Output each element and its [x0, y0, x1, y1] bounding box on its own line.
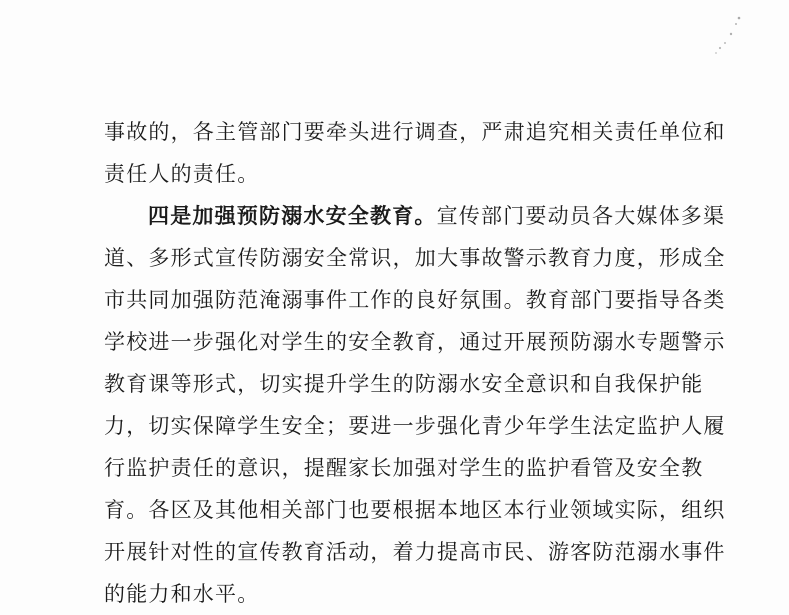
paragraph-2-line-8: 育。各区及其他相关部门也要根据本地区本行业领域实际，组织 [104, 498, 726, 522]
section-heading: 四是加强预防溺水安全教育。 [148, 203, 437, 228]
paragraph-1-line-2: 责任人的责任。 [104, 162, 260, 186]
paragraph-2-line-7: 行监护责任的意识，提醒家长加强对学生的监护看管及安全教 [104, 456, 704, 480]
paragraph-2-line-6: 力，切实保障学生安全；要进一步强化青少年学生法定监护人履 [104, 414, 726, 438]
paragraph-2-line-2: 道、多形式宣传防溺安全常识，加大事故警示教育力度，形成全 [104, 246, 726, 270]
paragraph-2-line-10: 的能力和水平。 [104, 582, 260, 606]
paragraph-1-line-1: 事故的，各主管部门要牵头进行调查，严肃追究相关责任单位和 [104, 120, 726, 144]
paragraph-2-line-5: 教育课等形式，切实提升学生的防溺水安全意识和自我保护能 [104, 372, 704, 396]
paragraph-2-line-1 [104, 202, 725, 230]
scan-artifact-marks [709, 12, 749, 62]
paragraph-2-line-1-text: 宣传部门要动员各大媒体多渠 [436, 204, 726, 228]
paragraph-2-line-3: 市共同加强防范淹溺事件工作的良好氛围。教育部门要指导各类 [104, 288, 726, 312]
paragraph-2-line-4: 学校进一步强化对学生的安全教育，通过开展预防溺水专题警示 [104, 330, 726, 354]
paragraph-2-line-9: 开展针对性的宣传教育活动，着力提高市民、游客防范溺水事件 [104, 540, 726, 564]
